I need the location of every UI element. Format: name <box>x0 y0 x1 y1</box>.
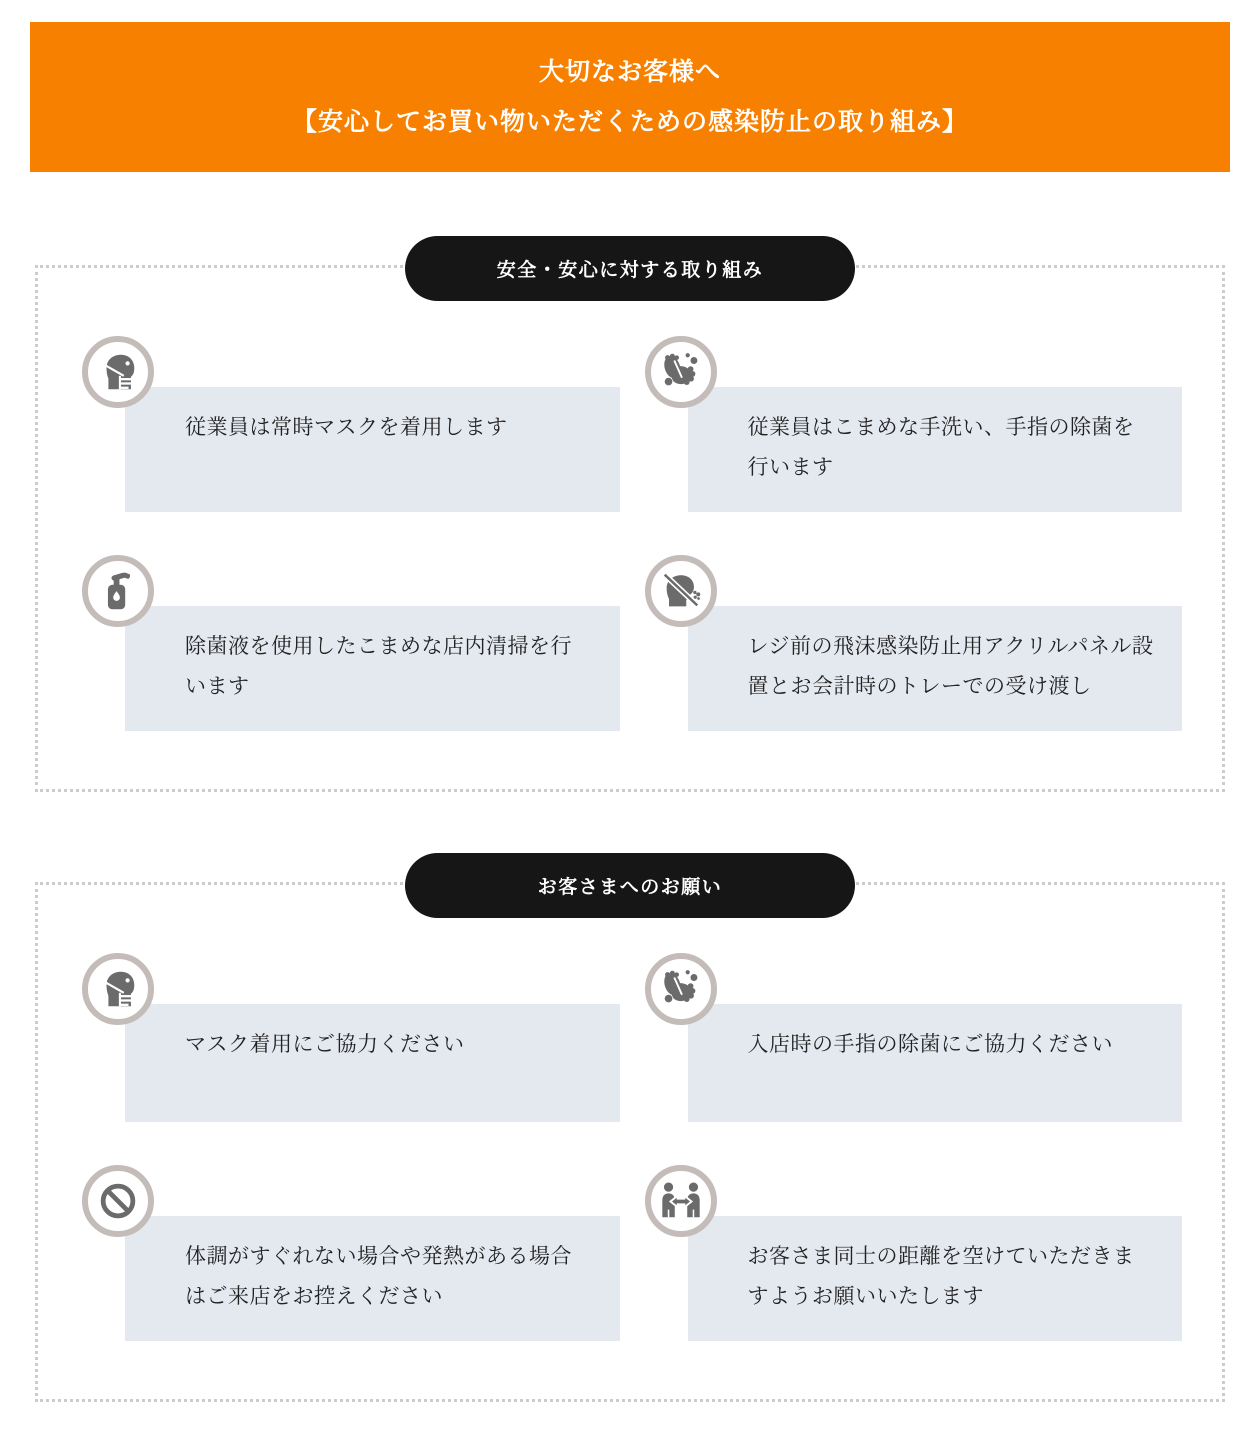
hand-washing-icon <box>658 349 704 395</box>
no-entry-icon <box>95 1178 141 1224</box>
item-icon-circle <box>82 336 154 408</box>
request-text-box <box>125 1216 620 1341</box>
request-item <box>645 953 1183 1122</box>
measures-grid <box>82 336 1182 731</box>
header-line1: 大切なお客様へ <box>538 58 721 86</box>
request-text: 体調がすぐれない場合や発熱がある場合はご来店をお控えください <box>185 1245 572 1308</box>
hand-washing-icon <box>658 966 704 1012</box>
social-distance-icon <box>658 1178 704 1224</box>
section-store-measures <box>35 260 1225 792</box>
measure-text-box <box>688 387 1183 512</box>
item-icon-circle <box>82 953 154 1025</box>
measure-text-box <box>688 606 1183 731</box>
measure-text-box <box>125 606 620 731</box>
request-text: お客さま同士の距離を空けていただきますようお願いいたします <box>747 1245 1135 1308</box>
request-item <box>82 953 620 1122</box>
item-icon-circle <box>645 953 717 1025</box>
request-text-box <box>688 1004 1183 1122</box>
section-badge: お客さまへのお願い <box>405 853 855 918</box>
item-icon-circle <box>645 1165 717 1237</box>
request-text-box <box>125 1004 620 1122</box>
measure-text: 従業員は常時マスクを着用します <box>185 416 508 439</box>
droplet-prevention-icon <box>658 568 704 614</box>
measure-item <box>645 555 1183 731</box>
item-icon-circle <box>82 1165 154 1237</box>
face-mask-icon <box>95 966 141 1012</box>
face-mask-icon <box>95 349 141 395</box>
header-banner <box>30 22 1230 172</box>
request-text: マスク着用にご協力ください <box>185 1033 465 1056</box>
section-customer-requests <box>35 877 1225 1402</box>
header-line2: 【安心してお買い物いただくための感染防止の取り組み】 <box>291 108 968 136</box>
measure-text: 従業員はこまめな手洗い、手指の除菌を行います <box>747 416 1135 479</box>
section-badge: 安全・安心に対する取り組み <box>405 236 855 301</box>
measure-text: 除菌液を使用したこまめな店内清掃を行います <box>185 635 572 698</box>
measure-text: レジ前の飛沫感染防止用アクリルパネル設置とお会計時のトレーでの受け渡し <box>747 635 1154 698</box>
request-item <box>82 1165 620 1341</box>
request-text-box <box>688 1216 1183 1341</box>
request-text: 入店時の手指の除菌にご協力ください <box>747 1033 1113 1056</box>
requests-grid <box>82 953 1182 1341</box>
sanitizer-bottle-icon <box>95 568 141 614</box>
item-icon-circle <box>645 336 717 408</box>
measure-item <box>82 336 620 512</box>
notice-page <box>0 22 1260 1422</box>
measure-item <box>645 336 1183 512</box>
request-item <box>645 1165 1183 1341</box>
item-icon-circle <box>82 555 154 627</box>
item-icon-circle <box>645 555 717 627</box>
measure-text-box <box>125 387 620 512</box>
measure-item <box>82 555 620 731</box>
